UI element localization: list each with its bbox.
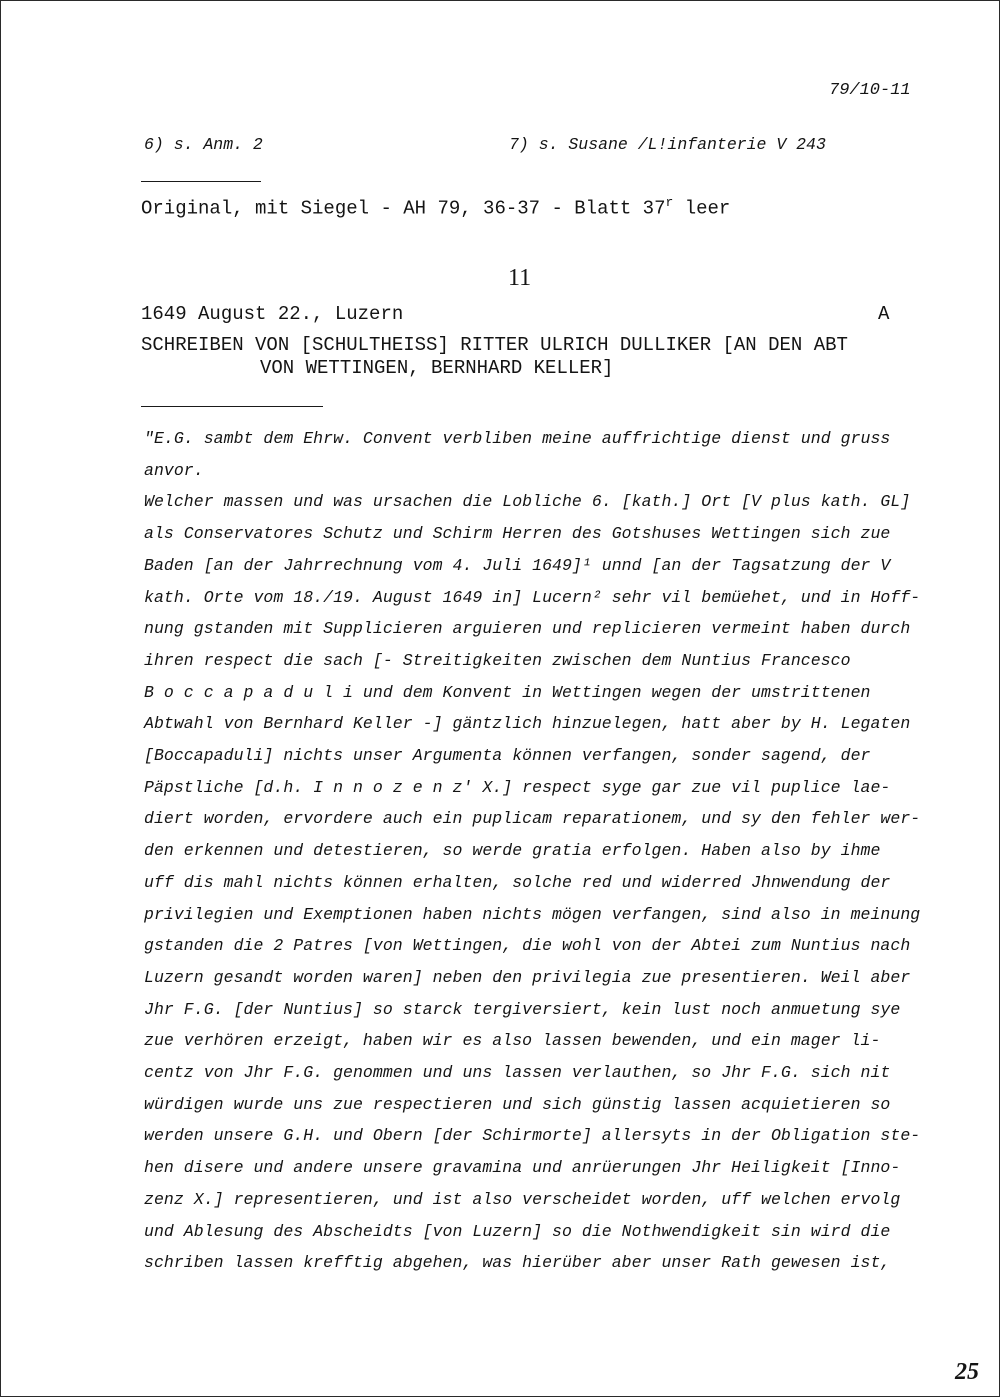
header-divider [141,181,261,182]
body-line: kath. Orte vom 18./19. August 1649 in] Lucern² sehr vil bemüehet, und in Hoff- [144,587,921,607]
body-line: centz von Jhr F.G. genommen und uns lassen verlauthen, so Jhr F.G. sich nit [144,1063,891,1082]
body-line: anvor. [144,460,204,480]
body-line: Päpstliche [d.h. I n n o z e n z' X.] respect syge gar zue vil puplice lae- [144,777,891,797]
body-line: als Conservatores Schutz und Schirm Herren des Gotshuses Wettingen sich zue [144,524,891,544]
body-line: uff dis mahl nichts können erhalten, solche red und widerred Jhnwendung der [144,872,891,892]
letter-body [144,429,921,1289]
category-letter: A [878,303,890,325]
page-reference: 79/10-11 [829,81,911,100]
body-line: Baden [an der Jahrrechnung vom 4. Juli 1649]¹ unnd [an der Tagsatzung der V [144,555,891,575]
document-title-line-1: SCHREIBEN VON [SCHULTHEISS] RITTER ULRICH DULLIKER [AN DEN ABT [141,334,848,356]
body-line: hen disere und andere unsere gravamina und anrüerungen Jhr Heiligkeit [Inno- [144,1158,901,1178]
source-text: Original, mit Siegel - AH 79, 36-37 - Blatt 37 [141,197,666,220]
source-end: leer [673,197,731,220]
document-title-line-2: VON WETTINGEN, BERNHARD KELLER] [260,357,614,379]
document-number: 11 [508,265,532,291]
footnote-6: 6) s. Anm. 2 [144,135,263,154]
body-line: "E.G. sambt dem Ehrw. Convent verbliben meine auffrichtige dienst und gruss [144,429,891,448]
footnote-7: 7) s. Susane /L!infanterie V 243 [509,135,826,154]
body-line: zue verhören erzeigt, haben wir es also lassen bewenden, und ein mager li- [144,1031,881,1051]
body-line: Luzern gesandt worden waren] neben den privilegia zue presentieren. Weil aber [144,967,911,987]
body-line: ihren respect die sach [- Streitigkeiten zwischen dem Nuntius Francesco [144,650,851,670]
body-line: würdigen wurde uns zue respectieren und sich günstig lassen acquietieren so [144,1094,891,1114]
body-line: nung gstanden mit Supplicieren arguieren und replicieren vermeint haben durch [144,619,911,639]
body-line: [Boccapaduli] nichts unser Argumenta können verfangen, sonder sagend, der [144,746,871,765]
source-line [141,195,730,219]
body-line: schriben lassen krefftig abgehen, was hierüber aber unser Rath gewesen ist, [144,1253,891,1273]
body-line: Jhr F.G. [der Nuntius] so starck tergiversiert, kein lust noch anmuetung sye [144,999,901,1019]
body-line: gstanden die 2 Patres [von Wettingen, die wohl von der Abtei zum Nuntius nach [144,936,911,956]
body-line: werden unsere G.H. und Obern [der Schirmorte] allersyts in der Obligation ste- [144,1126,921,1146]
title-divider [141,406,323,407]
body-line: Welcher massen und was ursachen die Lobliche 6. [kath.] Ort [V plus kath. GL] [144,492,911,512]
handwritten-page-mark: 25 [955,1359,979,1385]
body-line: privilegien und Exemptionen haben nichts mögen verfangen, sind also in meinung [144,904,921,924]
body-line: zenz X.] representieren, und ist also verscheidet worden, uff welchen ervolg [144,1189,901,1209]
date-place: 1649 August 22., Luzern [141,303,404,325]
body-line: Abtwahl von Bernhard Keller -] gäntzlich hinzuelegen, hatt aber by H. Legaten [144,714,911,734]
body-line: B o c c a p a d u l i und dem Konvent in Wettingen wegen der umstrittenen [144,682,871,702]
body-line: diert worden, ervordere auch ein puplicam reparationem, und sy den fehler wer- [144,809,921,829]
body-line: den erkennen und detestieren, so werde gratia erfolgen. Haben also by ihme [144,841,881,861]
source-superscript: r [665,195,674,210]
body-line: und Ablesung des Abscheidts [von Luzern] so die Nothwendigkeit sin wird die [144,1221,891,1241]
